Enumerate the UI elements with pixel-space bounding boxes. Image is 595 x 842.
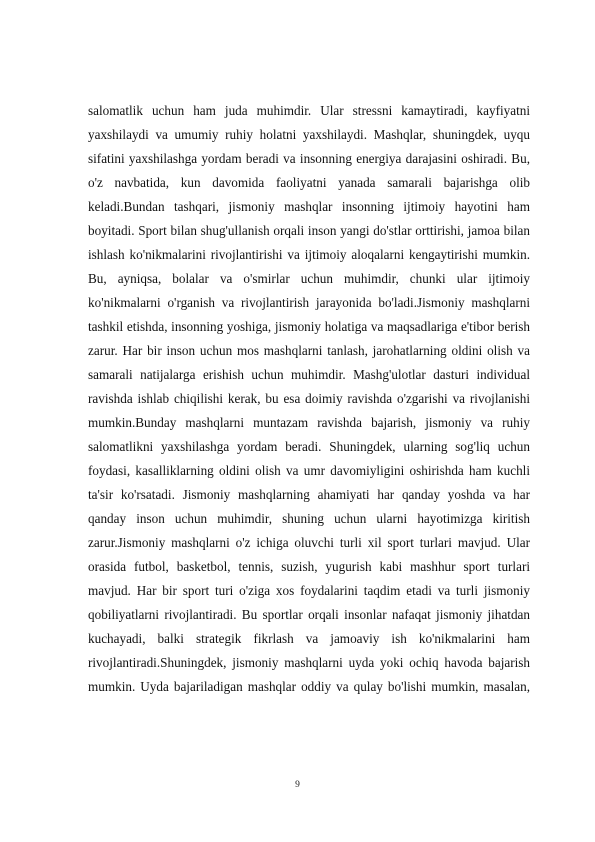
body-paragraph: salomatlik uchun ham juda muhimdir. Ular stressni kamaytiradi, kayfiyatni yaxshilaydi va umumiy ruhiy holatni yaxshilaydi. Mashqlar, shuningdek, uyqu sifatini yaxshilashga yordam beradi va insonning energiya darajasini oshiradi. Bu, o'z navbatida, kun davomida faoliyatni yanada samarali bajarishga olib keladi.Bundan tashqari, jismoniy mashqlar insonning ijtimoiy hayotini ham boyitadi. Sport bilan shug'ullanish orqali inson yangi do'stlar orttirishi, jamoa bilan ishlash ko'nikmalarini rivojlantirishi va ijtimoiy aloqalarni kengaytirishi mumkin. Bu, ayniqsa, bolalar va o'smirlar uchun muhimdir, chunki ular ijtimoiy ko'nikmalarni o'rganish va rivojlantirish jarayonida bo'ladi.Jismoniy mashqlarni tashkil etishda, insonning yoshiga, jismoniy holatiga va maqsadlariga e'tibor berish zarur. Har bir inson uchun mos mashqlarni tanlash, jarohatlarning oldini olish va samarali natijalarga erishish uchun muhimdir. Mashg'ulotlar dasturi individual ravishda ishlab chiqilishi kerak, bu esa doimiy ravishda o'zgarishi va rivojlanishi mumkin.Bunday mashqlarni muntazam ravishda bajarish, jismoniy va ruhiy salomatlikni yaxshilashga yordam beradi. Shuningdek, ularning sog'liq uchun foydasi, kasalliklarning oldini olish va umr davomiyligini oshirishda ham kuchli ta'sir ko'rsatadi. Jismoniy mashqlarning ahamiyati har qanday yoshda va har qanday inson uchun muhimdir, shuning uchun ularni hayotimizga kiritish zarur.Jismoniy mashqlarni o'z ichiga oluvchi turli xil sport turlari mavjud. Ular orasida futbol, basketbol, tennis, suzish, yugurish kabi mashhur sport turlari mavjud. Har bir sport turi o'ziga xos foydalarini taqdim etadi va turli jismoniy qobiliyatlarni rivojlantiradi. Bu sportlar orqali insonlar nafaqat jismoniy jihatdan kuchayadi, balki strategik fikrlash va jamoaviy ish ko'nikmalarini ham rivojlantiradi.Shuningdek, jismoniy mashqlarni uyda yoki ochiq havoda bajarish mumkin. Uyda bajariladigan mashqlar oddiy va qulay bo'lishi mumkin, masalan, xyxy=(88,103,530,694)
page-number: 9 xyxy=(295,780,300,790)
